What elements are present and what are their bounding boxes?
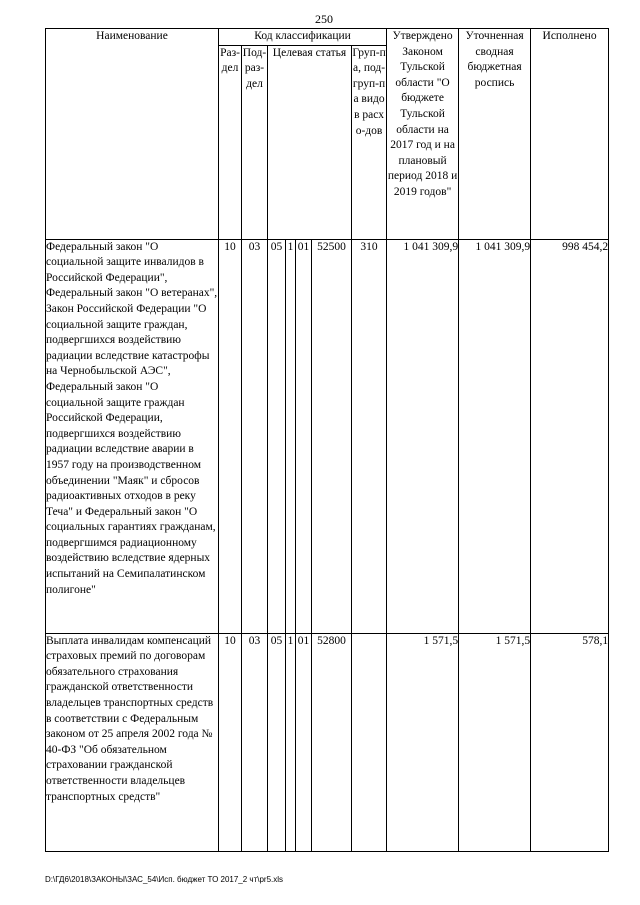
row-approved: 1 041 309,9 [387, 239, 459, 633]
row-subsection: 03 [242, 239, 268, 633]
header-classification: Код классификации [219, 29, 387, 46]
row-name: Выплата инвалидам компенсаций страховых премий по договорам обязательного страхования гражданской ответственности владельцев транспортных средств в соответствии с Федеральным законом от 25 апреля 2002 года № 40-ФЗ "Об обязательном страховании гражданской ответственности владельцев транспортных средств" [46, 633, 219, 851]
row-section: 10 [219, 239, 242, 633]
row-approved: 1 571,5 [387, 633, 459, 851]
header-executed: Исполнено [531, 29, 609, 240]
row-revised: 1 041 309,9 [459, 239, 531, 633]
header-row-top [46, 29, 609, 46]
budget-execution-table [45, 28, 609, 852]
row-article-code: 52800 [312, 633, 352, 851]
row-article-subprogram: 1 [286, 239, 296, 633]
table-row [46, 633, 609, 851]
row-subsection: 03 [242, 633, 268, 851]
row-revised: 1 571,5 [459, 633, 531, 851]
row-executed: 998 454,2 [531, 239, 609, 633]
row-expense-group: 310 [352, 239, 387, 633]
header-name: Наименование [46, 29, 219, 240]
row-executed: 578,1 [531, 633, 609, 851]
file-path-footer: D:\ГД6\2018\ЗАКОНЫ\ЗАС_54\Исп. бюджет ТО 2017_2 чт\pr5.xls [45, 875, 284, 884]
row-article-event: 01 [296, 633, 312, 851]
header-target-article: Целевая статья [268, 45, 352, 239]
header-revised: Уточненная сводная бюджетная роспись [459, 29, 531, 240]
page-number: 250 [315, 12, 333, 26]
row-article-event: 01 [296, 239, 312, 633]
header-section: Раз-дел [219, 45, 242, 239]
row-expense-group [352, 633, 387, 851]
header-subsection: Под-раз-дел [242, 45, 268, 239]
table-row [46, 239, 609, 633]
row-article-subprogram: 1 [286, 633, 296, 851]
row-article-program: 05 [268, 633, 286, 851]
row-section: 10 [219, 633, 242, 851]
row-article-code: 52500 [312, 239, 352, 633]
header-approved: Утверждено Законом Тульской области "О бюджете Тульской области на 2017 год и на плановый период 2018 и 2019 годов" [387, 29, 459, 240]
row-name: Федеральный закон "О социальной защите инвалидов в Российской Федерации", Федеральный закон "О ветеранах", Закон Российской Федерации "О социальной защите граждан, подвергшихся воздействию радиации вследствие катастрофы на Чернобыльской АЭС", Федеральный закон "О социальной защите граждан Российской Федерации, подвергшихся воздействию радиации вследствие аварии в 1957 году на производственном объединении "Маяк" и сбросов радиоактивных отходов в реку Теча" и Федеральный закон "О социальных гарантиях гражданам, подвергшимся радиационному воздействию вследствие ядерных испытаний на Семипалатинском полигоне" [46, 239, 219, 633]
row-article-program: 05 [268, 239, 286, 633]
header-expense-group: Груп-па, под-груп-па видов расхо-дов [352, 45, 387, 239]
